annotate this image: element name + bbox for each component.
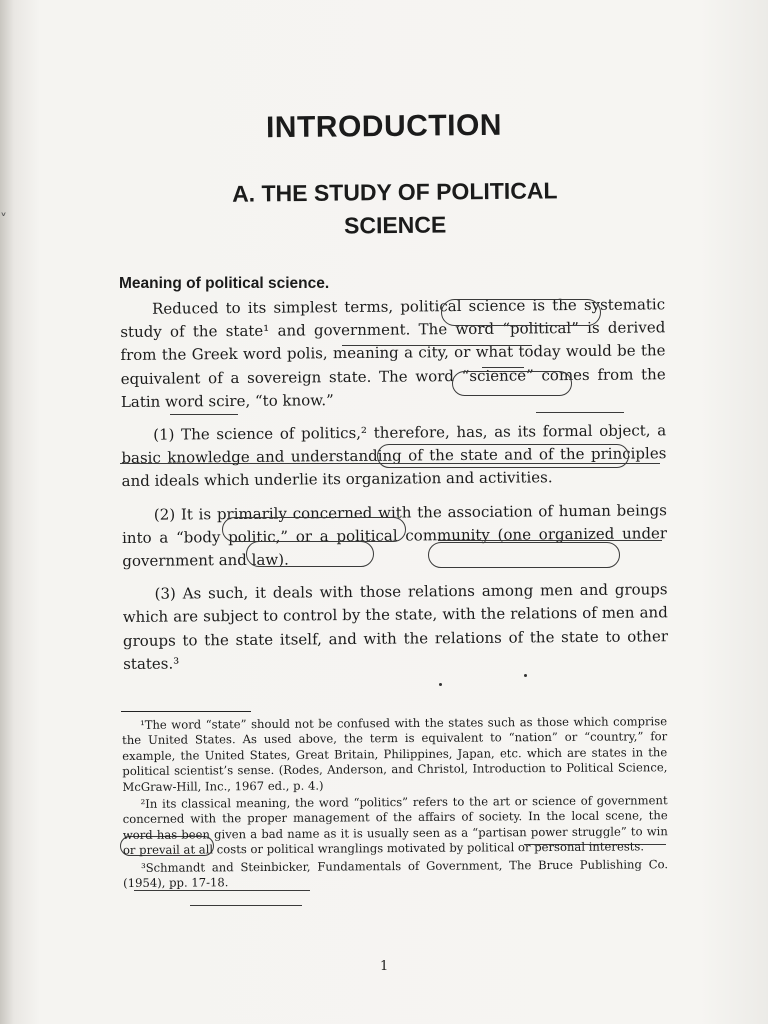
page-number: 1 [380,959,389,974]
paragraph-intro: Reduced to its simplest terms, political science is the systematic study of the state¹ and government. The word “political” is derived from the Greek word polis, meaning a city, or what today would be the equivalent of a sovereign state. The word “science” comes from the Latin word scire, “to know.” [120,295,666,411]
pen-underline-state-government [342,345,532,346]
body-text [120,293,668,686]
pen-circle-political-science [441,299,601,326]
ink-speck [439,683,442,686]
footnote-3: ³Schmandt and Steinbicker, Fundamentals of Government, The Bruce Publishing Co. (1954), pp. 17-18. [123,856,669,891]
pen-circle-sovereign-state [452,371,572,396]
footnotes [122,714,668,893]
pen-underline-association [438,540,662,541]
subheading: Meaning of political science. [119,275,330,292]
pen-underline-fn2-political [190,905,302,906]
footnote-2: ²In its classical meaning, the word “politics” refers to the art or science of government concerned with the proper management of the affairs of society. In the local scene, the word has been given a bad name as it is usually seen as a “partisan power struggle” to win or prevail at all costs or political wranglings motivated by political or personal interests. [122,793,668,858]
margin-mark: ˅ [0,212,7,228]
pen-underline-polis [482,367,524,368]
footnote-rule [121,711,251,712]
paragraph-3: (3) As such, it deals with those relations among men and groups which are subject to control by the state, with the relations of men and groups to the state itself, and with the relations of the state to other states.³ [122,580,669,673]
pen-circle-understanding [377,444,629,468]
chapter-title: INTRODUCTION [265,108,503,145]
paragraph-1: (1) The science of politics,² therefore, has, as its formal object, a basic knowledge and understanding of the state and of the principles and ideals which underlie its organization and activities. [121,421,667,491]
ink-speck [524,674,527,677]
pen-circle-body-politic [246,541,374,567]
footnote-1: ¹The word “state” should not be confused with the states such as those which comprise the United States. As used above, the term is equivalent to “nation” or “country,” for example, the United States, Great Britain, Philippines, Japan, etc. which are states in the political scientist’s sense. (Rodes, Anderson, and Christol, Introduction to Political Science, McGraw-Hill, Inc., 1967 ed., p. 4.) [122,714,668,794]
pen-circle-political-community [428,542,620,568]
section-title [120,173,671,245]
pen-circle-primarily-concerned [222,517,406,542]
paragraph-2: (2) It is primarily concerned with the association of human beings into a “body politic,” or a political community (one organized under government and law). [122,500,668,571]
section-title-line-2: SCIENCE [343,211,447,239]
section-title-line-1: A. THE STUDY OF POLITICAL [231,177,558,207]
pen-underline-to-know [536,412,624,413]
pen-underline-science [170,414,238,415]
